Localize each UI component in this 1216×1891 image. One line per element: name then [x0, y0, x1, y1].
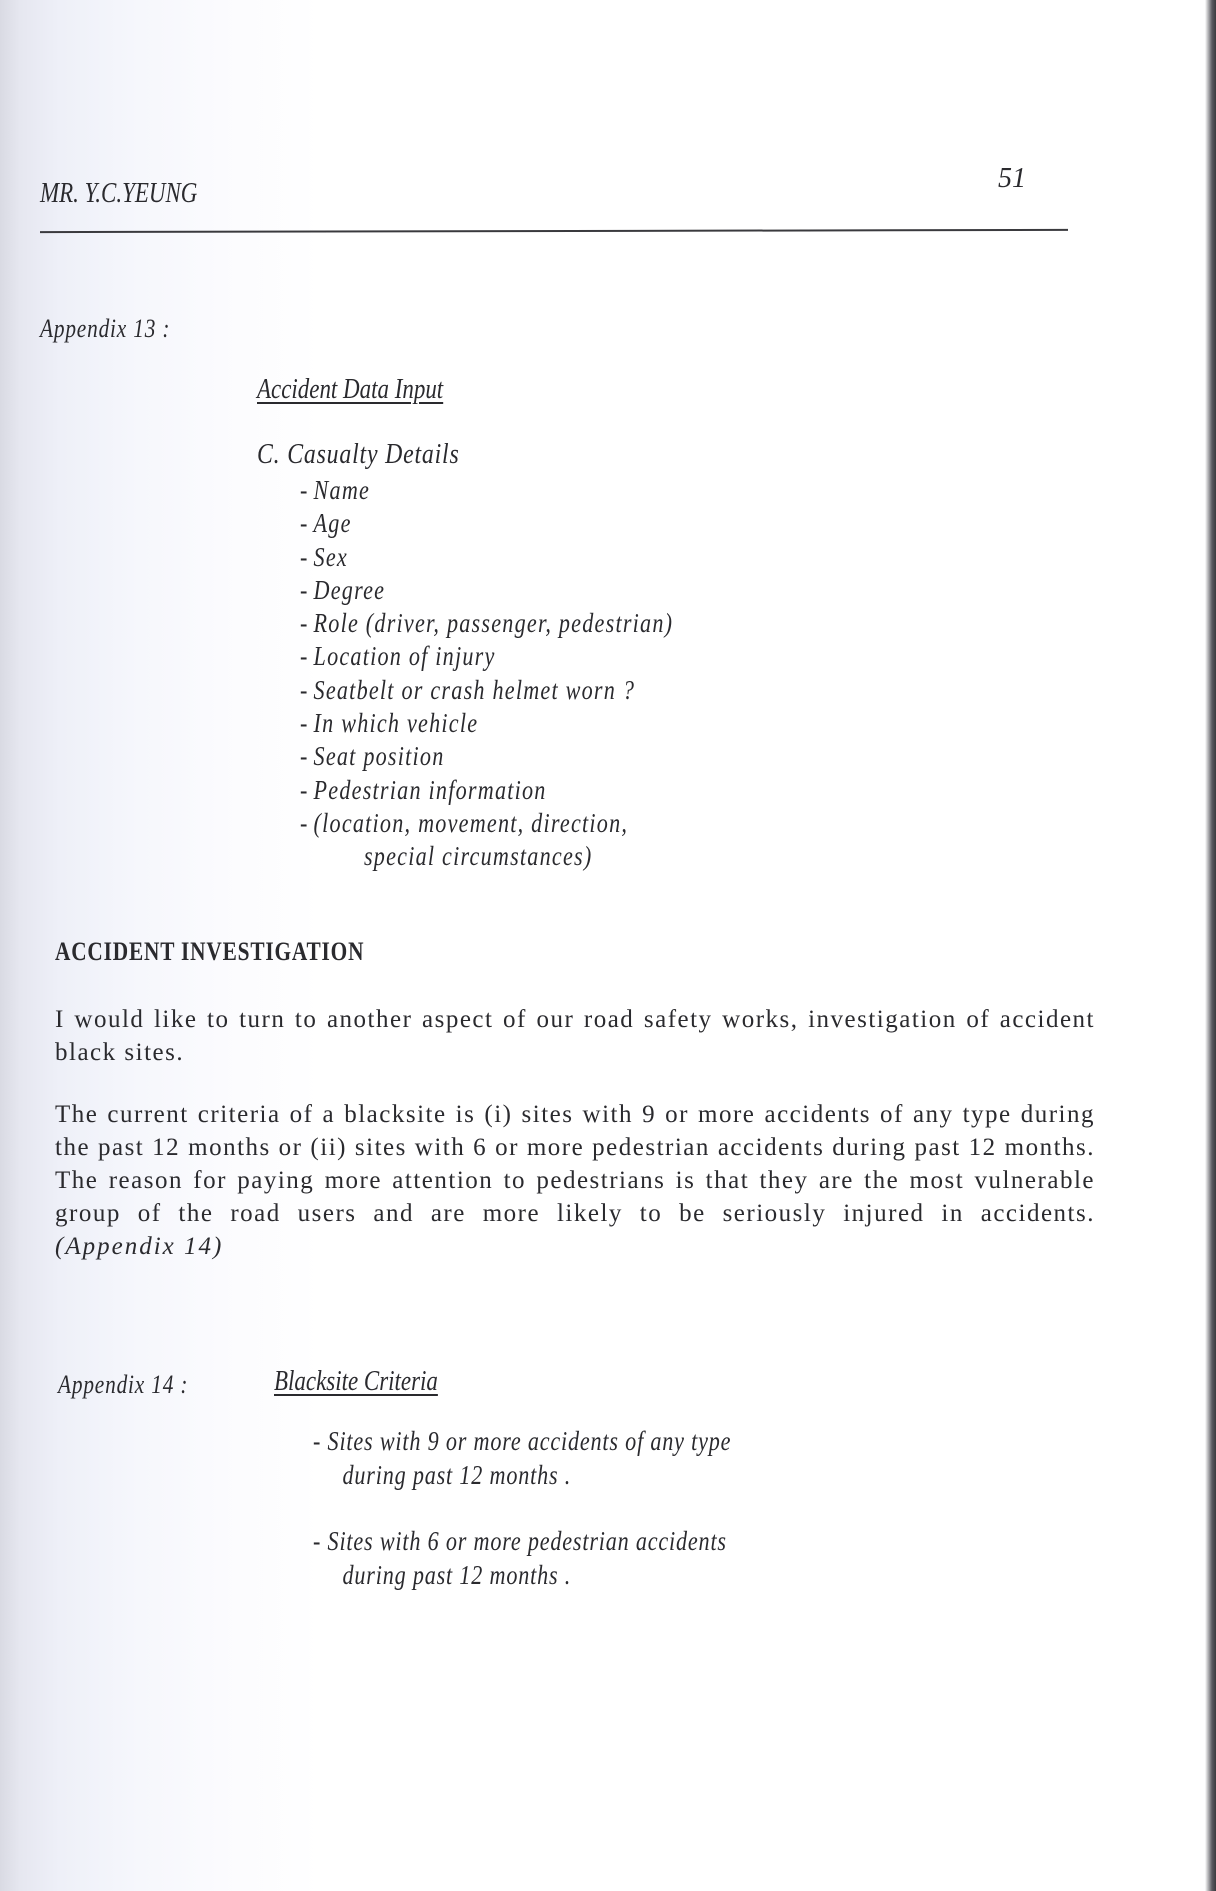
- paragraph: The current criteria of a blacksite is (i) sites with 9 or more accidents of any type during the past 12 months or (ii) sites with 6 or more pedestrian accidents during past 12 months. The reason for paying more attention to pedestrians is that they are the most vulnerable group of the road users and are more likely to be seriously injured in accidents. (Appendix 14): [55, 1101, 1095, 1260]
- bullet-dash: -: [300, 807, 309, 838]
- paragraph: I would like to turn to another aspect of our road safety works, investigation of accident black sites.: [55, 1006, 1095, 1066]
- list-item: - Degree: [300, 574, 386, 605]
- running-head: MR. Y.C.YEUNG: [40, 178, 198, 209]
- list-item: - Role (driver, passenger, pedestrian): [300, 608, 674, 639]
- appendix-14-title: Blacksite Criteria: [274, 1366, 438, 1397]
- list-item: - Location of injury: [300, 641, 496, 672]
- bullet-dash: -: [300, 708, 309, 739]
- list-item: - Name: [300, 475, 371, 505]
- bullet-dash: -: [300, 774, 309, 805]
- appendix-13-label: Appendix 13 :: [40, 314, 171, 343]
- criteria-item: - Sites with 9 or more accidents of any type during past 12 months .: [313, 1426, 732, 1490]
- page-number: 51: [998, 163, 1026, 194]
- bullet-dash: -: [300, 608, 309, 639]
- appendix-14-label: Appendix 14 :: [58, 1370, 189, 1399]
- bullet-dash: -: [300, 641, 309, 672]
- list-item: - Age: [300, 508, 352, 539]
- section-heading: ACCIDENT INVESTIGATION: [55, 937, 365, 966]
- header-rule: [40, 229, 1068, 233]
- bullet-dash: -: [300, 574, 309, 605]
- criteria-item: - Sites with 6 or more pedestrian accidents during past 12 months .: [313, 1526, 727, 1590]
- bullet-dash: -: [300, 541, 309, 572]
- casualty-details-heading: C. Casualty Details: [257, 438, 460, 470]
- bullet-dash: -: [300, 508, 309, 539]
- casualty-details-list: [300, 474, 673, 874]
- bullet-dash: -: [300, 741, 309, 772]
- list-item: - Seatbelt or crash helmet worn ?: [300, 674, 636, 705]
- list-item: - Seat position: [300, 741, 445, 772]
- appendix-reference: (Appendix 14): [55, 1233, 224, 1260]
- list-item-continuation: special circumstances): [363, 841, 593, 872]
- bullet-dash: -: [300, 674, 309, 705]
- appendix-13-title: Accident Data Input: [257, 374, 444, 405]
- list-item: - (location, movement, direction,: [300, 807, 629, 838]
- list-item: - Pedestrian information: [300, 774, 547, 805]
- list-item: - Sex: [300, 541, 348, 572]
- list-item: - In which vehicle: [300, 708, 479, 739]
- bullet-dash: -: [300, 475, 309, 505]
